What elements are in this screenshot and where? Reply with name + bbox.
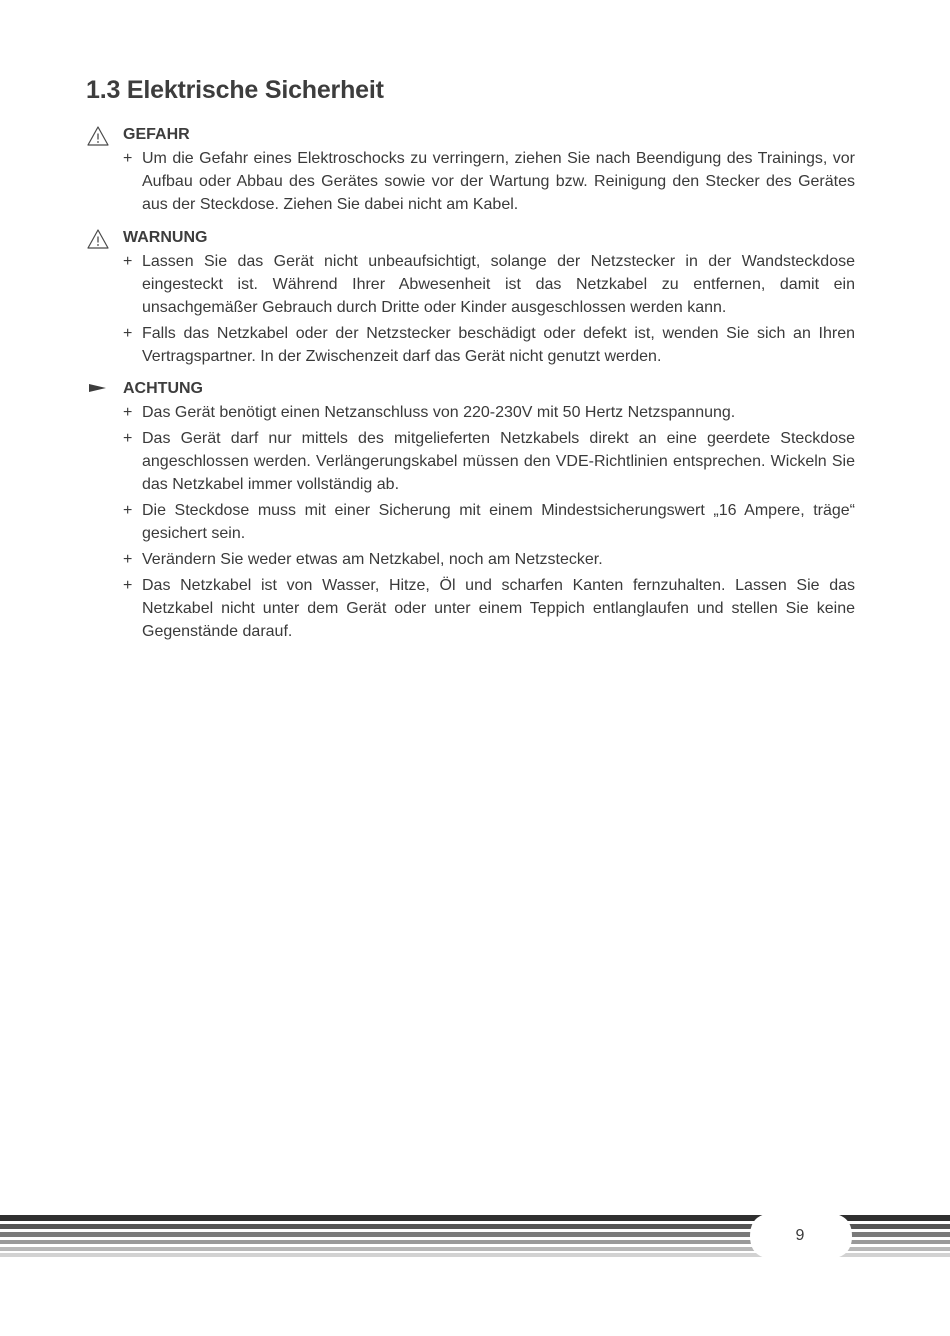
plus-bullet: + <box>123 253 133 270</box>
plus-bullet: + <box>123 404 133 421</box>
item-text: Um die Gefahr eines Elektroschocks zu verringern, ziehen Sie nach Beendigung des Trainings, vor Aufbau oder Abbau des Gerätes sowie vor der Wartung bzw. Reinigung den Stecker des Gerätes aus der Steckdose. Ziehen Sie dabei nicht am Kabel. <box>142 150 855 213</box>
section-achtung <box>86 379 855 646</box>
list-item <box>86 401 855 424</box>
section-gefahr <box>86 125 855 219</box>
warning-triangle-icon <box>86 228 110 250</box>
plus-bullet: + <box>123 551 133 568</box>
list-item <box>86 147 855 216</box>
page-title: 1.3 Elektrische Sicherheit <box>86 76 384 104</box>
section-warnung <box>86 228 855 371</box>
item-text: Das Gerät darf nur mittels des mitgelieferten Netzkabels direkt an eine geerdete Steckdose angeschlossen werden. Verlängerungskabel müssen den VDE-Richtlinien entsprechen. Wickeln Sie das Netzkabel immer vollständig ab. <box>142 430 855 493</box>
list-item <box>86 322 855 368</box>
section-header <box>86 125 855 147</box>
page-number: 9 <box>795 1227 805 1244</box>
list-item <box>86 499 855 545</box>
item-text: Lassen Sie das Gerät nicht unbeaufsichtigt, solange der Netzstecker in der Wandsteckdose eingesteckt ist. Während Ihrer Abwesenheit ist das Netzkabel zu entfernen, damit ein unsachgemäßer Gebrauch durch Dritte oder Kinder ausgeschlossen werden kann. <box>142 253 855 316</box>
section-label: WARNUNG <box>123 229 208 246</box>
plus-bullet: + <box>123 150 133 167</box>
item-list <box>86 250 855 368</box>
section-header <box>86 228 855 250</box>
list-item <box>86 574 855 643</box>
pointer-arrow-icon <box>86 379 110 401</box>
section-label: ACHTUNG <box>123 380 203 397</box>
plus-bullet: + <box>123 325 133 342</box>
item-text: Die Steckdose muss mit einer Sicherung mit einem Mindestsicherungswert „16 Ampere, träge“ gesichert sein. <box>142 502 855 542</box>
list-item <box>86 427 855 496</box>
plus-bullet: + <box>123 577 133 594</box>
item-text: Verändern Sie weder etwas am Netzkabel, noch am Netzstecker. <box>142 551 603 568</box>
item-text: Falls das Netzkabel oder der Netzstecker beschädigt oder defekt ist, wenden Sie sich an Ihren Vertragspartner. In der Zwischenzeit darf das Gerät nicht genutzt werden. <box>142 325 855 365</box>
plus-bullet: + <box>123 430 133 447</box>
warning-triangle-icon <box>86 125 110 147</box>
item-list <box>86 147 855 216</box>
plus-bullet: + <box>123 502 133 519</box>
item-text: Das Netzkabel ist von Wasser, Hitze, Öl und scharfen Kanten fernzuhalten. Lassen Sie das Netzkabel nicht unter dem Gerät oder unter einem Teppich entlanglaufen und stellen Sie keine Gegenstände darauf. <box>142 577 855 640</box>
item-list <box>86 401 855 643</box>
list-item <box>86 548 855 571</box>
list-item <box>86 250 855 319</box>
item-text: Das Gerät benötigt einen Netzanschluss von 220-230V mit 50 Hertz Netzspannung. <box>142 404 736 421</box>
section-label: GEFAHR <box>123 126 190 143</box>
section-header <box>86 379 855 401</box>
